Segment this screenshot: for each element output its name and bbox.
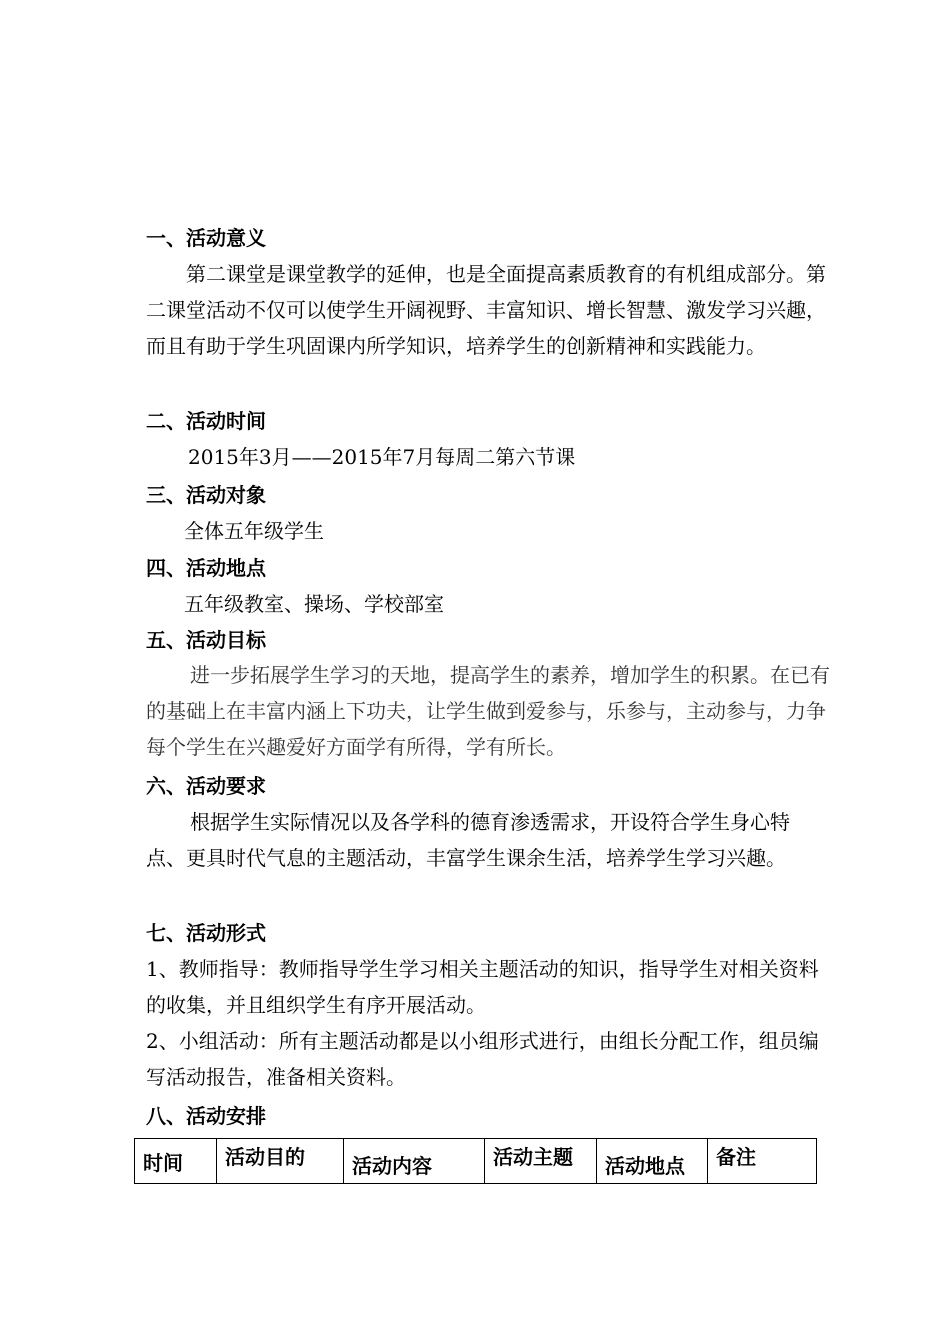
section-heading-significance: 一、活动意义 (146, 226, 266, 250)
table-header-notes: 备注 (708, 1139, 817, 1184)
section-heading-time: 二、活动时间 (146, 409, 266, 433)
table-header-content: 活动内容 (344, 1139, 485, 1184)
section-heading-location: 四、活动地点 (146, 556, 266, 580)
text-location: 五年级教室、操场、学校部室 (184, 592, 444, 616)
section-heading-goals: 五、活动目标 (146, 628, 266, 652)
section-heading-schedule: 八、活动安排 (146, 1104, 266, 1128)
paragraph-goals: 进一步拓展学生学习的天地，提高学生的素养，增加学生的积累。在已有的基础上在丰富内涵上下功夫，让学生做到爱参与，乐参与，主动参与，力争每个学生在兴趣爱好方面学有所得，学有所长。 (146, 663, 830, 759)
paragraph-requirements: 根据学生实际情况以及各学科的德育渗透需求，开设符合学生身心特点、更具时代气息的主题活动，丰富学生课余生活，培养学生学习兴趣。 (146, 810, 790, 870)
table-header-row (135, 1139, 817, 1184)
section-heading-forms: 七、活动形式 (146, 921, 266, 945)
list-item-teacher-guidance: 1、教师指导：教师指导学生学习相关主题活动的知识，指导学生对相关资料的收集，并且组织学生有序开展活动。 (146, 957, 819, 1017)
table-header-theme: 活动主题 (485, 1139, 597, 1184)
schedule-table (134, 1138, 817, 1184)
text-participants: 全体五年级学生 (184, 519, 324, 543)
section-heading-participants: 三、活动对象 (146, 483, 266, 507)
section-heading-requirements: 六、活动要求 (146, 774, 266, 798)
table-header-location: 活动地点 (597, 1139, 708, 1184)
paragraph-significance: 第二课堂是课堂教学的延伸，也是全面提高素质教育的有机组成部分。第二课堂活动不仅可以使学生开阔视野、丰富知识、增长智慧、激发学习兴趣，而且有助于学生巩固课内所学知识，培养学生的创新精神和实践能力。 (146, 262, 826, 358)
table-header-purpose: 活动目的 (217, 1139, 344, 1184)
table-header-time: 时间 (135, 1139, 217, 1184)
list-item-group-activity: 2、小组活动：所有主题活动都是以小组形式进行，由组长分配工作，组员编写活动报告，准备相关资料。 (146, 1029, 819, 1089)
text-activity-time: 2015年3月——2015年7月每周二第六节课 (188, 445, 576, 469)
